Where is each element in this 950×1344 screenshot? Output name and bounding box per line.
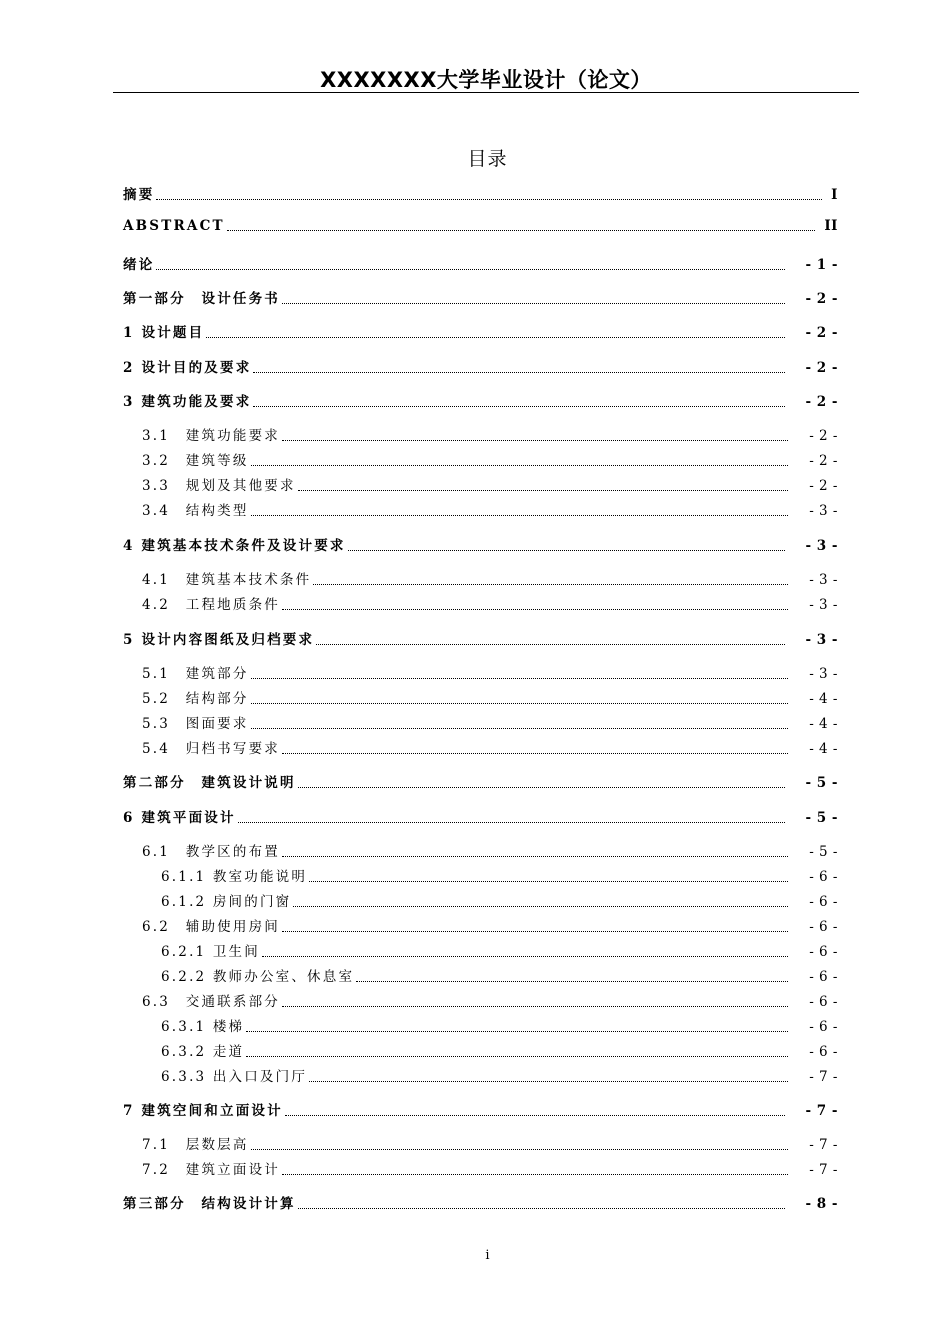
toc-entry[interactable]	[142, 593, 838, 613]
toc-entry[interactable]	[123, 183, 838, 203]
toc-entry[interactable]	[161, 965, 838, 985]
toc-entry[interactable]	[142, 568, 838, 588]
toc-entry-page: - 6 -	[809, 944, 838, 960]
toc-dot-leader	[227, 230, 816, 231]
toc-entry[interactable]	[142, 1133, 838, 1153]
toc-entry-label: 5 设计内容图纸及归档要求	[123, 632, 315, 648]
toc-dot-leader	[298, 490, 789, 491]
toc-entry-page: I	[831, 187, 838, 203]
toc-entry-label: 7 建筑空间和立面设计	[123, 1103, 283, 1119]
toc-entry[interactable]	[142, 737, 838, 757]
toc-entry-label: 6.3.1 楼梯	[161, 1019, 245, 1035]
toc-entry-page: - 3 -	[805, 632, 838, 648]
toc-entry-label: 6.2 辅助使用房间	[142, 919, 280, 935]
toc-entry-page: - 4 -	[809, 741, 838, 757]
toc-entry-page: - 6 -	[809, 969, 838, 985]
toc-entry-page: - 3 -	[809, 503, 838, 519]
toc-entry-label: 6.2.1 卫生间	[161, 944, 260, 960]
toc-entry[interactable]	[142, 449, 838, 469]
toc-entry-label: 6.1 教学区的布置	[142, 844, 280, 860]
toc-entry-page: - 5 -	[805, 775, 838, 791]
toc-entry[interactable]	[142, 1158, 838, 1178]
toc-entry[interactable]	[123, 771, 838, 791]
toc-dot-leader	[253, 372, 784, 373]
toc-entry-page: - 7 -	[809, 1137, 838, 1153]
toc-entry-label: 7.1 层数层高	[142, 1137, 249, 1153]
toc-entry[interactable]	[161, 1040, 838, 1060]
toc-entry-page: - 8 -	[805, 1196, 838, 1212]
toc-dot-leader	[251, 465, 789, 466]
toc-dot-leader	[282, 303, 785, 304]
toc-entry[interactable]	[123, 1192, 838, 1212]
toc-dot-leader	[293, 906, 788, 907]
toc-entry[interactable]	[123, 628, 838, 648]
toc-dot-leader	[285, 1115, 785, 1116]
toc-dot-leader	[309, 1081, 788, 1082]
toc-entry-label: 2 设计目的及要求	[123, 360, 252, 376]
toc-entry-label: 6.2.2 教师办公室、休息室	[161, 969, 355, 985]
toc-entry-label: 1 设计题目	[123, 325, 205, 341]
toc-entry-label: 第一部分 设计任务书	[123, 291, 280, 307]
toc-entry-page: - 4 -	[809, 691, 838, 707]
toc-entry-label: 5.3 图面要求	[142, 716, 249, 732]
toc-entry-page: - 2 -	[809, 453, 838, 469]
toc-dot-leader	[238, 822, 785, 823]
toc-entry[interactable]	[142, 687, 838, 707]
toc-entry-label: 6.1.2 房间的门窗	[161, 894, 292, 910]
toc-dot-leader	[206, 337, 784, 338]
toc-entry[interactable]	[161, 890, 838, 910]
toc-entry-page: - 6 -	[809, 994, 838, 1010]
toc-entry[interactable]	[142, 840, 838, 860]
toc-entry-label: 6.3.2 走道	[161, 1044, 245, 1060]
toc-entry[interactable]	[123, 356, 838, 376]
toc-entry[interactable]	[123, 1099, 838, 1119]
toc-dot-leader	[282, 753, 788, 754]
toc-entry-label: 4.1 建筑基本技术条件	[142, 572, 312, 588]
toc-entry-label: 4.2 工程地质条件	[142, 597, 280, 613]
toc-entry-page: - 3 -	[809, 572, 838, 588]
toc-entry-page: - 6 -	[809, 1044, 838, 1060]
toc-dot-leader	[246, 1031, 788, 1032]
toc-entry[interactable]	[142, 712, 838, 732]
toc-entry-page: - 5 -	[805, 810, 838, 826]
toc-entry-page: - 3 -	[805, 538, 838, 554]
toc-dot-leader	[316, 644, 784, 645]
toc-entry[interactable]	[161, 865, 838, 885]
toc-dot-leader	[251, 703, 789, 704]
toc-dot-leader	[156, 199, 822, 200]
toc-entry-page: - 5 -	[809, 844, 838, 860]
toc-entry-page: - 4 -	[809, 716, 838, 732]
toc-entry-label: 6.1.1 教室功能说明	[161, 869, 308, 885]
toc-dot-leader	[348, 550, 785, 551]
toc-entry[interactable]	[123, 253, 838, 273]
toc-dot-leader	[282, 609, 788, 610]
toc-entry-page: - 6 -	[809, 1019, 838, 1035]
toc-entry-page: - 3 -	[809, 666, 838, 682]
toc-entry-page: - 7 -	[809, 1162, 838, 1178]
toc-entry-label: 5.1 建筑部分	[142, 666, 249, 682]
toc-entry-label: 3.4 结构类型	[142, 503, 249, 519]
toc-entry-page: II	[824, 218, 838, 234]
toc-entry-label: 3 建筑功能及要求	[123, 394, 252, 410]
toc-dot-leader	[253, 406, 784, 407]
toc-entry-page: - 7 -	[809, 1069, 838, 1085]
toc-dot-leader	[282, 1006, 788, 1007]
toc-entry-label: 7.2 建筑立面设计	[142, 1162, 280, 1178]
toc-entry-page: - 2 -	[809, 478, 838, 494]
toc-entry-label: 4 建筑基本技术条件及设计要求	[123, 538, 346, 554]
toc-entry[interactable]	[123, 390, 838, 410]
toc-dot-leader	[313, 584, 788, 585]
toc-entry-label: ABSTRACT	[123, 218, 225, 234]
toc-entry-label: 6.3 交通联系部分	[142, 994, 280, 1010]
toc-entry[interactable]	[142, 662, 838, 682]
toc-entry-label: 3.3 规划及其他要求	[142, 478, 296, 494]
footer-page-number: i	[485, 1248, 490, 1263]
toc-entry-page: - 2 -	[809, 428, 838, 444]
toc-entry-label: 5.2 结构部分	[142, 691, 249, 707]
toc-title: 目录	[467, 148, 508, 170]
toc-dot-leader	[298, 1208, 785, 1209]
toc-dot-leader	[282, 931, 788, 932]
toc-dot-leader	[251, 728, 789, 729]
header-title: XXXXXXX大学毕业设计（论文）	[320, 68, 652, 92]
toc-entry[interactable]	[161, 940, 838, 960]
toc-entry-label: 第三部分 结构设计计算	[123, 1196, 296, 1212]
toc-dot-leader	[309, 881, 788, 882]
toc-entry[interactable]	[123, 806, 838, 826]
toc-entry[interactable]	[123, 287, 838, 307]
toc-dot-leader	[251, 515, 789, 516]
toc-entry-page: - 2 -	[805, 325, 838, 341]
toc-entry-page: - 2 -	[805, 360, 838, 376]
toc-dot-leader	[356, 981, 788, 982]
toc-entry[interactable]	[123, 218, 838, 234]
toc-entry-page: - 1 -	[805, 257, 838, 273]
toc-entry[interactable]	[123, 534, 838, 554]
toc-entry[interactable]	[142, 499, 838, 519]
toc-entry-page: - 6 -	[809, 894, 838, 910]
toc-entry-label: 6 建筑平面设计	[123, 810, 236, 826]
toc-entry-label: 3.2 建筑等级	[142, 453, 249, 469]
toc-entry-page: - 2 -	[805, 291, 838, 307]
toc-entry[interactable]	[142, 915, 838, 935]
toc-entry[interactable]	[142, 424, 838, 444]
toc-dot-leader	[298, 787, 785, 788]
toc-entry-label: 5.4 归档书写要求	[142, 741, 280, 757]
toc-entry[interactable]	[161, 1065, 838, 1085]
toc-entry-label: 第二部分 建筑设计说明	[123, 775, 296, 791]
toc-entry-page: - 6 -	[809, 919, 838, 935]
toc-entry-page: - 7 -	[805, 1103, 838, 1119]
toc-dot-leader	[282, 1174, 788, 1175]
toc-entry-label: 6.3.3 出入口及门厅	[161, 1069, 308, 1085]
toc-dot-leader	[282, 856, 788, 857]
toc-entry-label: 摘要	[123, 187, 155, 203]
toc-entry[interactable]	[142, 990, 838, 1010]
toc-dot-leader	[156, 269, 784, 270]
toc-dot-leader	[246, 1056, 788, 1057]
toc-dot-leader	[262, 956, 788, 957]
toc-entry-label: 3.1 建筑功能要求	[142, 428, 280, 444]
toc-entry[interactable]	[142, 474, 838, 494]
toc-dot-leader	[282, 440, 788, 441]
toc-dot-leader	[251, 678, 789, 679]
toc-entry-label: 绪论	[123, 257, 155, 273]
toc-entry[interactable]	[123, 321, 838, 341]
toc-entry-page: - 3 -	[809, 597, 838, 613]
toc-entry[interactable]	[161, 1015, 838, 1035]
toc-dot-leader	[251, 1149, 789, 1150]
toc-entry-page: - 2 -	[805, 394, 838, 410]
toc-entry-page: - 6 -	[809, 869, 838, 885]
